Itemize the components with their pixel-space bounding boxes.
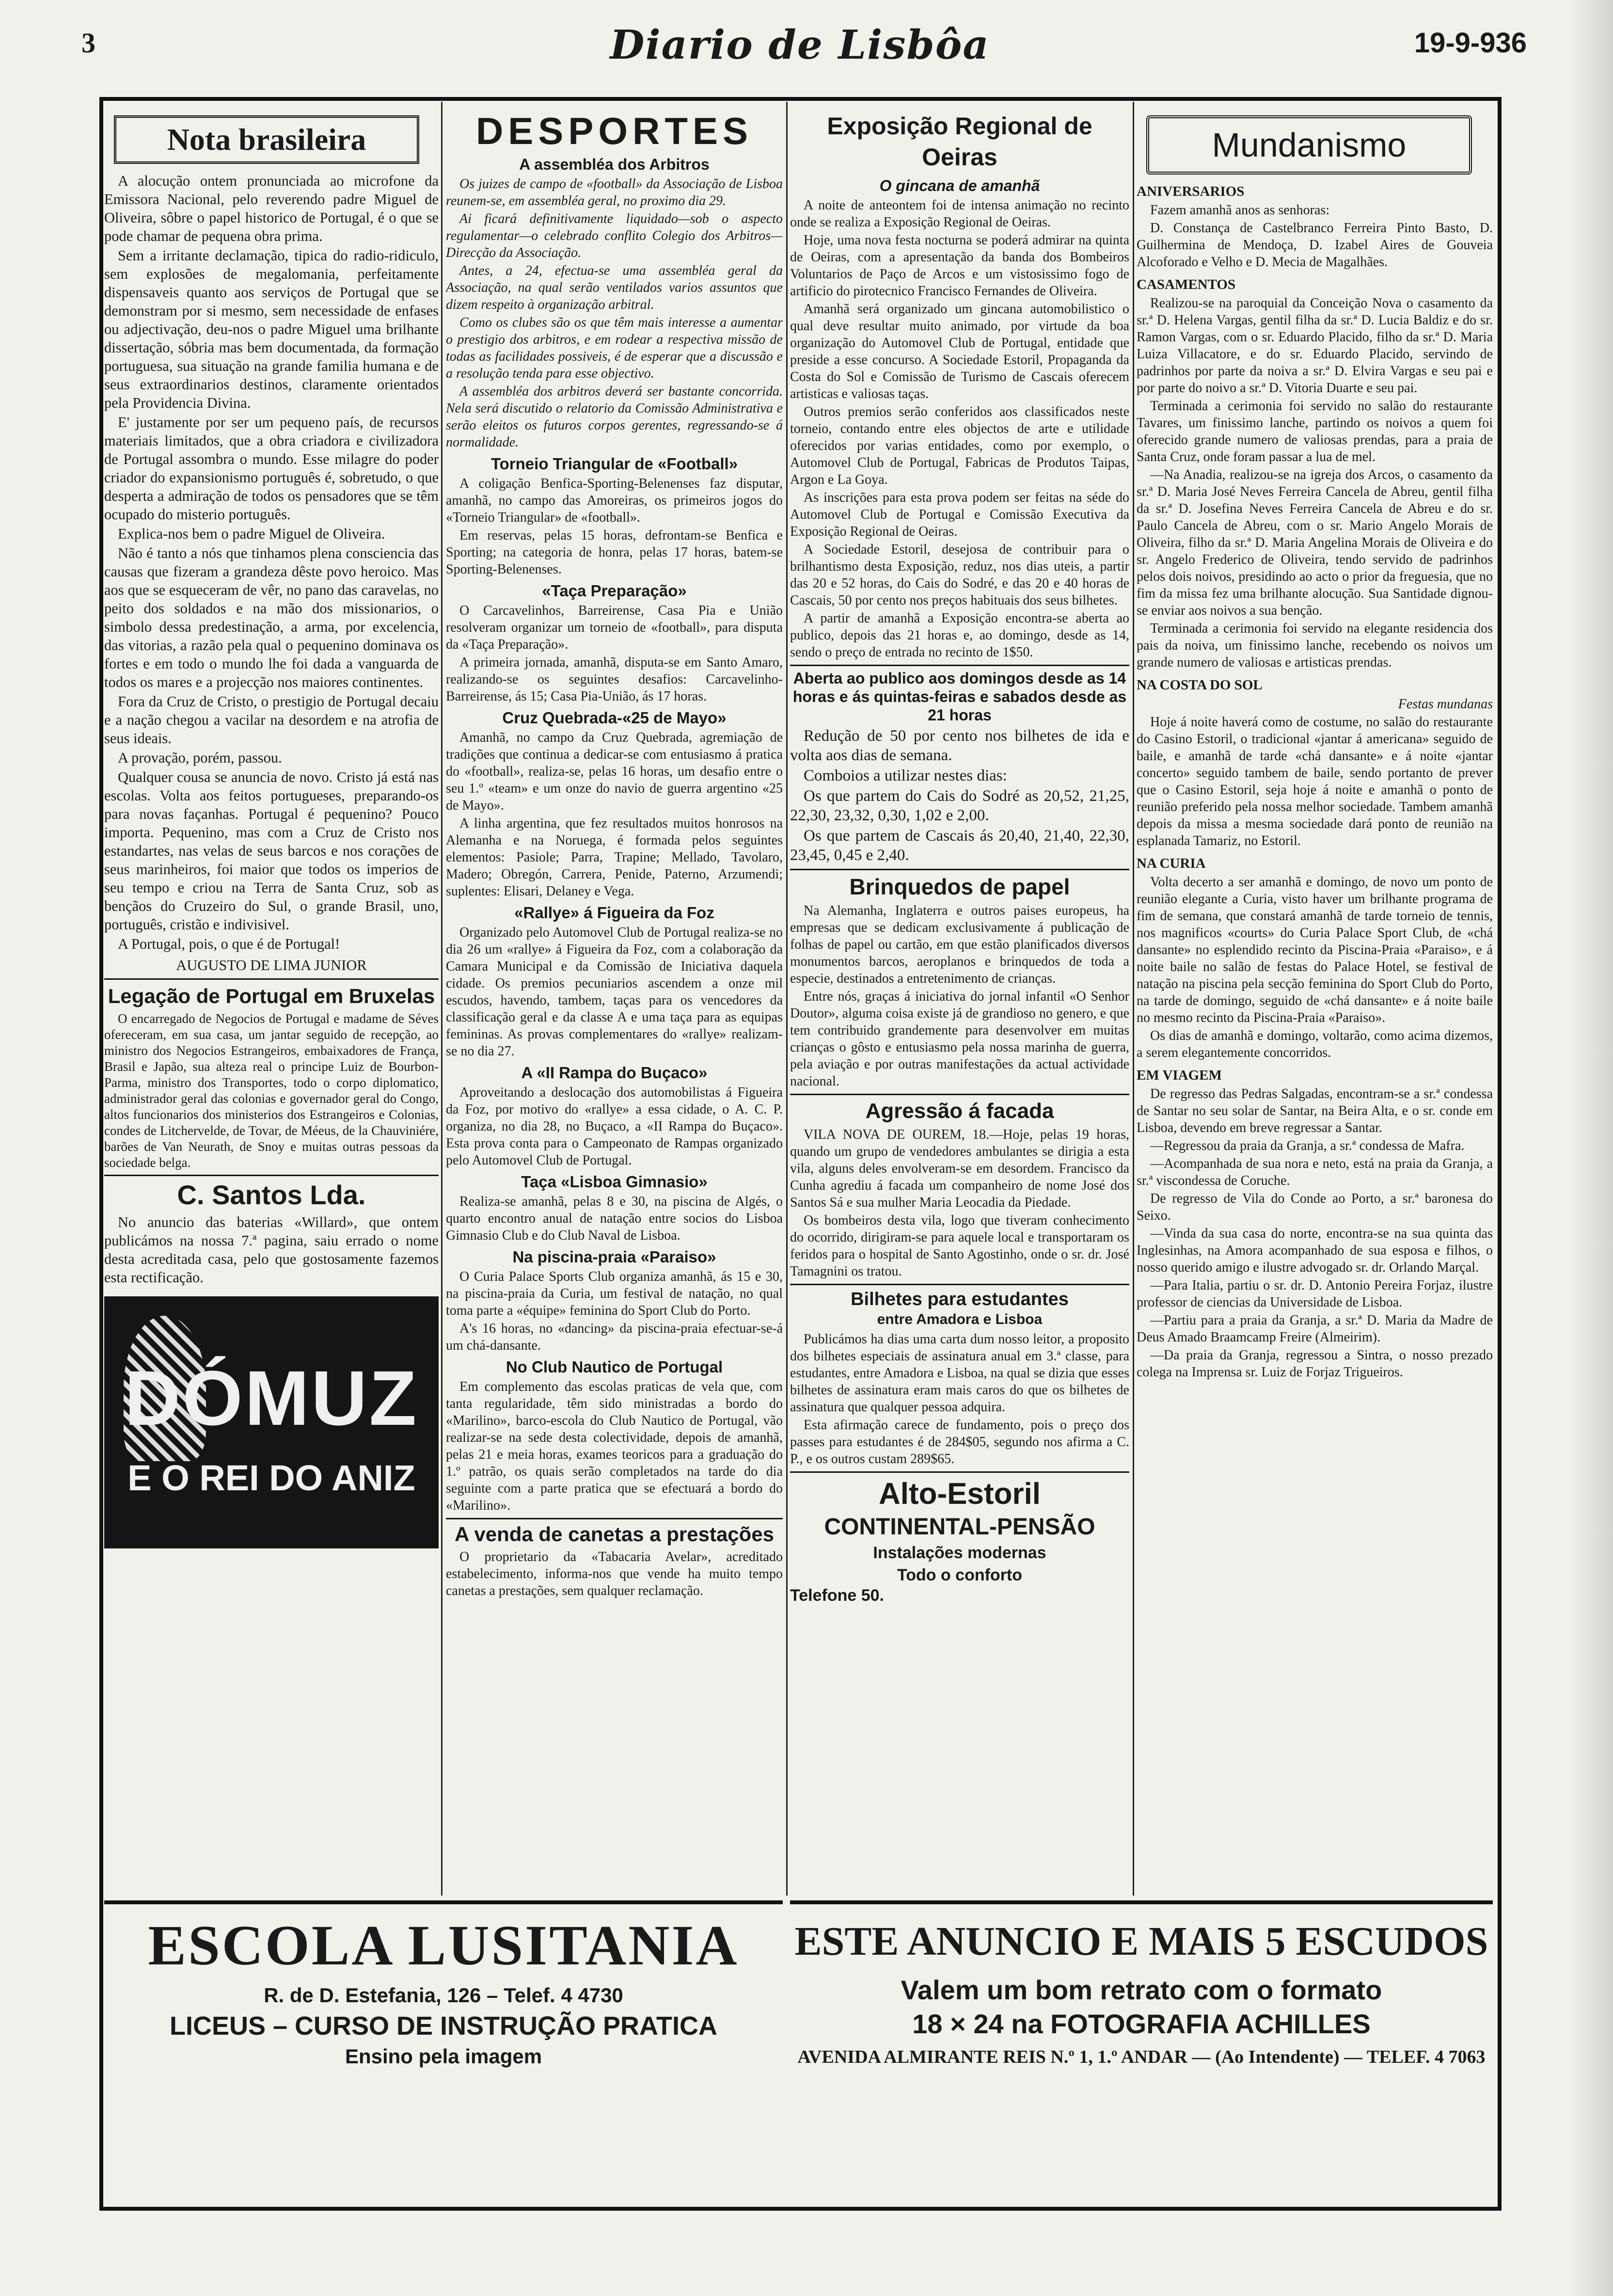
subheading: entre Amadora e Lisboa [877,1311,1043,1327]
paragraph: Os bombeiros desta vila, logo que tiveram conhecimento do ocorrido, dirigiram-se para aquele local e transportaram os feridos para o hospital de Santo Agostinho, onde o sr. dr. José Tamagnini os tratou. [790,1213,1129,1279]
ad-address: R. de D. Estefania, 126 – Telef. 4 4730 [264,1984,623,2007]
ad-address: AVENIDA ALMIRANTE REIS N.º 1, 1.º ANDAR — (Ao Intendente) — TELEF. 4 7063 [797,2047,1486,2067]
paragraph: De regresso de Vila do Conde ao Porto, a sr.ª baronesa do Seixo. [1137,1191,1493,1223]
ad-line: Instalações modernas [873,1544,1046,1562]
ad-title: ESTE ANUNCIO E MAIS 5 ESCUDOS [794,1919,1488,1964]
paragraph: —Na Anadia, realizou-se na igreja dos Arcos, o casamento da sr.ª D. Maria José Neves Ferreira Cancela de Abreu, gentil filha da sr.ª D. Josefina Neves Ferreira Cancela de Abreu e do sr. Paulo Cancela de Abreu, com o sr. Mario Angelo Morais de Oliveira, filho da sr.ª D. Maria Angelina Morais de Oliveira e do sr. Angelo Frederico de Oliveira, tendo servido de padrinhos pelos dois noivos, presidindo ao acto o prior da freguesia, que no fim da missa fez uma brilhante alocução. Sua Santidade dignou-se enviar aos noivos a sua benção. [1137,467,1493,618]
ad-line: Valem um bom retrato com o formato [901,1975,1382,2005]
masthead [73,22,1527,80]
paragraph: Como os clubes são os que têm mais interesse a aumentar o prestigio dos arbitros, e em rodear a respectiva missão de todas as facilidades possiveis, é de esperar que a discussão e a resolução tenda para esse objectivo. [446,315,783,381]
paragraph: —Para Italia, partiu o sr. dr. D. Antonio Pereira Forjaz, ilustre professor de ciencias da Universidade de Lisboa. [1137,1278,1493,1310]
bilhetes-heading: Bilhetes para estudantes [790,1284,1129,1310]
issue-date: 19-9-936 [1414,27,1527,59]
brinquedos-heading: Brinquedos de papel [790,869,1129,900]
horario-heading: Aberta ao publico aos domingos desde as 14 horas e ás quintas-feiras e sabados desde as 21 horas [790,665,1129,724]
section-label: EM VIAGEM [1137,1068,1222,1083]
paragraph: Não é tanto a nós que tinhamos plena consciencia das causas que fizeram a grandeza dêste povo heroico. Mas aos que se esqueceram de vêr, no pano das caravelas, no peito dos soldados e na mão dos missionarios, o simbolo dessa predestinação, a arma, por excelencia, das vitorias, a razão pela qual o pequenino dominava os fortes e em todo o mundo lhe foi dada a vanguarda de todos os mares e a projecção nos maiores continentes. [104,545,439,690]
paragraph: VILA NOVA DE OUREM, 18.—Hoje, pelas 19 horas, quando um grupo de vendedores ambulantes se dirigia a esta vila, alguns deles envolveram-se em desordem. Francisco da Cunha agrediu á facada um companheiro de nome José dos Santos Sá e sua mulher Maria Leocadia da Piedade. [790,1127,1129,1210]
c-santos-heading: C. Santos Lda. [104,1175,439,1211]
ad-title: Alto-Estoril [878,1477,1041,1511]
paragraph: A Sociedade Estoril, desejosa de contribuir para o brilhantismo desta Exposição, reduz, nos dias uteis, a partir das 20 e 52 horas, do Cais do Sodré, e das 20 e 40 horas de Cascais, 50 por cento nos preços habituais dos seus bilhetes. [790,542,1129,608]
section-label: NA COSTA DO SOL [1137,677,1263,693]
paragraph: Fora da Cruz de Cristo, o prestigio de Portugal decaiu e a nação chegou a vacilar na desordem e na atrofia de seus ideais. [104,693,439,747]
subheading: A «II Rampa do Buçaco» [521,1064,708,1082]
paragraph: —Da praia da Granja, regressou a Sintra, o nosso prezado colega na Imprensa sr. Luiz de Forjaz Trigueiros. [1137,1348,1493,1380]
legacao-heading: Legação de Portugal em Bruxelas [104,978,439,1009]
section-label: CASAMENTOS [1137,277,1236,292]
paragraph: As inscrições para esta prova podem ser feitas na séde do Automovel Club de Portugal e Comissão Executiva da Exposição Regional de Oeiras. [790,490,1129,539]
column-desportes [446,111,783,1696]
exposicao-heading: Exposição Regional de Oeiras [827,112,1092,171]
subheading: O gincana de amanhã [879,177,1040,194]
paragraph: Publicámos ha dias uma carta dum nosso leitor, a proposito dos bilhetes especiais de assinatura anual em 3.ª classe, para estudantes, entre Amadora e Lisboa, na qual se dizia que esses bilhetes de assinatura eram mais caros do que os bilhetes de assinatura que qualquer pessoa adquira. [790,1332,1129,1415]
paragraph: —Vinda da sua casa do norte, encontra-se na sua quinta das Inglesinhas, na Amora acompanhado de sua esposa e filhos, o nosso querido amigo e ilustre advogado sr. dr. Orlando Marçal. [1137,1226,1493,1275]
paragraph: Antes, a 24, efectua-se uma assembléa geral da Associação, na qual serão ventilados varios assuntos que dizem respeito à organização arbitral. [446,263,783,312]
newspaper-title: Diario de Lisbôa [610,22,990,68]
paragraph: Qualquer cousa se anuncia de novo. Cristo já está nas escolas. Volta aos feitos portugueses, preparando-os para novas façanhas. Portugal é pequenino? Pouco importa. Pequenino, mas com a Cruz de Cristo nos estandartes, nas velas de seus barcos e nos corações de seus marinheiros, foi maior que todos os imperios de seu tempo e criou na Terra de Santa Cruz, sob as bençãos do Cruzeiro do Sul, o grande Brasil, uno, português, cristão e indivisivel. [104,769,439,933]
ad-phone: Telefone 50. [790,1586,884,1605]
paragraph: Organizado pelo Automovel Club de Portugal realiza-se no dia 26 um «rallye» á Figueira da Foz, com a colaboração da Camara Municipal e da Comissão de Iniciativa daquela cidade. Os premios pecuniarios ascendem a onze mil escudos, havendo, tambem, taças para os vencedores da classificação geral e da classe A e uma taça para as equipas femininas. As provas complementares do «rallye» realizam-se no dia 27. [446,925,783,1059]
paragraph: Terminada a cerimonia foi servido na elegante residencia dos pais da noiva, um finissimo lanche, recebendo os noivos um grande numero de valiosas e artisticas prendas. [1137,621,1493,670]
subheading: Na piscina-praia «Paraiso» [512,1248,716,1266]
subheading: A assembléa dos Arbitros [519,156,710,173]
paragraph: A's 16 horas, no «dancing» da piscina-praia efectuar-se-á um chá-dansante. [446,1321,783,1353]
page-number: 3 [81,27,95,59]
paragraph: A linha argentina, que fez resultados muitos honrosos na Alemanha e na Noruega, é formada pelos seguintes elementos: Pasiole; Parra, Trapine; Mellado, Tavolaro, Madero; Obregón, Carrera, Penide, Paterno, Arzumendi; suplentes: Elisari, Delaney e Vega. [446,816,783,899]
paragraph: Os que partem do Cais do Sodré as 20,52, 21,25, 22,30, 23,32, 0,30, 1,02 e 2,00. [790,787,1129,824]
fotografia-achilles-advertisement [790,1900,1493,2195]
scan-edge-shadow [1569,0,1613,2296]
paragraph: —Regressou da praia da Granja, a sr.ª condessa de Mafra. [1150,1138,1465,1153]
paragraph: Hoje á noite haverá como de costume, no salão do restaurante do Casino Estoril, o tradicional «jantar á americana» seguido de baile, e amanhã de tarde «chá dansante» e á noite «jantar concerto» seguido tambem de baile, sendo portanto de prever que o Casino Estoril, seja hoje á noite e amanhã o ponto de reunião preferido pela nossa melhor sociedade. Tambem amanhã depois da missa a mesma sociedade dará ponto de reunião na esplanada Tamariz, no Estoril. [1137,715,1493,848]
paragraph: Outros premios serão conferidos aos classificados neste torneio, contando entre eles objectos de arte e utilidade oferecidos por varias entidades, como por exemplo, o Automovel Club de Portugal, Fabricas de Produtos Taipas, Argon e La Goya. [790,404,1129,487]
ad-line: 18 × 24 na FOTOGRAFIA ACHILLES [912,2009,1371,2039]
column-rule [1133,102,1134,1896]
paragraph: Explica-nos bem o padre Miguel de Oliveira. [118,526,385,542]
subheading: No Club Nautico de Portugal [506,1358,723,1376]
section-label: ANIVERSARIOS [1137,184,1245,199]
paragraph: De regresso das Pedras Salgadas, encontram-se a sr.ª condessa de Santar no seu solar de Santar, na Beira Alta, e o sr. conde em Lisboa, devendo em breve regressar a Santar. [1137,1086,1493,1135]
column-rule [786,102,788,1896]
subheading: Torneio Triangular de «Football» [490,455,738,473]
ad-tagline: Ensino pela imagem [345,2045,542,2068]
paragraph: O Curia Palace Sports Club organiza amanhã, ás 15 e 30, na piscina-praia da Curia, um festival de natação, no qual toma parte a «équipe» feminina do Sport Club do Porto. [446,1269,783,1318]
paragraph: A coligação Benfica-Sporting-Belenenses faz disputar, amanhã, no campo das Amoreiras, os primeiros jogos do «Torneio Triangular» de «football». [446,476,783,525]
paragraph: Aproveitando a deslocação dos automobilistas á Figueira da Foz, por motivo do «rallye» a essa cidade, o A. C. P. organiza, no dia 28, no Buçaco, a «II Rampa do Buçaco». Esta prova conta para o Campeonato de Rampas organizado pelo Automovel Club de Portugal. [446,1085,783,1168]
column-rule [441,102,443,1896]
paragraph: O encarregado de Negocios de Portugal e madame de Séves ofereceram, em sua casa, um jantar seguido de recepção, ao ministro dos Negocios Estrangeiros, embaixadores de França, Brasil e Japão, sua alteza real o principe Luiz de Bourbon-Parma, ministro dos Transportes, todo o corpo diplomatico, administrador geral das colonias e governador geral do Congo, altos funcionarios dos ministerios dos Estrangeiros e Colonias, condes de Litchervelde, de Tovar, de Méeus, de la Chauviniére, barões de Van Neurath, de Snoy e muitas outras pessoas da sociedade belga. [104,1011,439,1170]
paragraph: No anuncio das baterias «Willard», que ontem publicámos na nossa 7.ª pagina, saiu errado o nome desta acreditada casa, pelo que gostosamente fazemos esta rectificação. [104,1214,439,1286]
domuz-slogan: E O REI DO ANIZ [127,1458,415,1498]
paragraph: Terminada a cerimonia foi servido no salão do restaurante Tavares, um finissimo lanche, partindo os noivos a quem foi oferecido grande numero de valiosas prendas, para a praia de Santa Cruz, onde foram passar a lua de mel. [1137,399,1493,464]
paragraph: A primeira jornada, amanhã, disputa-se em Santo Amaro, realizando-se os seguintes desafios: Carcavelinho-Barreirense, ás 15; Casa Pia-União, ás 17 horas. [446,655,783,704]
paragraph: Os que partem de Cascais ás 20,40, 21,40, 22,30, 23,45, 0,45 e 2,40. [790,827,1129,864]
domuz-advertisement [104,1296,439,1548]
paragraph: O Carcavelinhos, Barreirense, Casa Pia e União resolveram organizar um torneio de «football», para disputa da «Taça Preparação». [446,603,783,652]
paragraph: A partir de amanhã a Exposição encontra-se aberta ao publico, depois das 21 horas e, ao domingo, desde as 14, sendo o preço de entrada no recinto de 1$50. [790,611,1129,660]
paragraph: A alocução ontem pronunciada ao microfone da Emissora Nacional, pelo reverendo padre Miguel de Oliveira, sôbre o papel historico de Portugal, é o que se pode chamar de pequena obra prima. [104,173,439,244]
paragraph: —Partiu para a praia da Granja, a sr.ª D. Maria da Madre de Deus Amado Braamcamp Freire (Almeirim). [1137,1313,1493,1345]
paragraph: Volta decerto a ser amanhã e domingo, de novo um ponto de reunião elegante a Curia, visto haver um brilhante programa de fim de semana, que constará amanhã de tarde torneio de tennis, nos magnificos «courts» do Curia Palace Sport Club, de «chá dansante» no esplendido recinto da Piscina-Praia «Paraiso», e á noite baile no salão de festas do Palace Hotel, se festival de natação na piscina pela secção feminina do Sport Club do Porto, na tarde de domingo, seguido de «chá dansante» e á noite baile no mesmo recinto da Piscina-Praia «Paraiso». [1137,875,1493,1025]
paragraph: Os dias de amanhã e domingo, voltarão, como acima dizemos, a serem elegantemente concorridos. [1137,1028,1493,1060]
signature: AUGUSTO DE LIMA JUNIOR [176,957,367,973]
paragraph: Em reservas, pelas 15 horas, defrontam-se Benfica e Sporting; na categoria de honra, pelas 17 horas, batem-se Sporting-Belenenses. [446,528,783,577]
domuz-brand: DÓMUZ [124,1355,419,1441]
ad-title: ESCOLA LUSITANIA [148,1913,739,1977]
paragraph: A assembléa dos arbitros deverá ser bastante concorrida. Nela será discutido o relatorio da Comissão Administrativa e serão eleitos os futuros corpos gerentes, regressando-se á normalidade. [446,384,783,450]
paragraph: Entre nós, graças á iniciativa do jornal infantil «O Senhor Doutor», alguma coisa existe já de grandioso no genero, e que tem contribuido grandemente para desenvolver em muitas crianças o gôsto e entusiasmo pela nossa marinha de guerra, pela aviação e por outras manifestações da actual actividade nacional. [790,989,1129,1089]
paragraph: Amanhã será organizado um gincana automobilistico o qual deve resultar muito animado, por virtude da boa organização do Automovel Club de Portugal, entidade que preside a esse concurso. A Sociedade Estoril, Propaganda da Costa do Sol e Comissão de Turismo de Cascais oferecem artisticas e valiosas taças. [790,302,1129,401]
paragraph: Esta afirmação carece de fundamento, pois o preço dos passes para estudantes é de 284$05, segundo nos afirma a C. P., e os outros custam 289$65. [790,1418,1129,1467]
desportes-heading: DESPORTES [475,111,753,152]
column-nota-brasileira [104,111,439,1701]
paragraph: Em complemento das escolas praticas de vela que, com tanta regularidade, têm sido ministradas a bordo do «Marilino», barco-escola do Club Nautico de Portugal, vão realizar-se na sede desta colectividade, depois de amanhã, pelas 21 e meia horas, exames teoricos para a graduação do 1.º patrão, os quais serão completados na tarde do dia seguinte com a parte pratica que se efectuará a bordo do «Marilino». [446,1379,783,1513]
paragraph: —Acompanhada de sua nora e neto, está na praia da Granja, a sr.ª viscondessa de Coruche. [1137,1156,1493,1188]
subheading: Cruz Quebrada-«25 de Mayo» [502,709,727,727]
section-label: NA CURIA [1137,856,1206,871]
paragraph: E' justamente por ser um pequeno país, de recursos materiais limitados, que a obra criadora e civilizadora de Portugal assombra o mundo. Esse milagre do poder criador do expansionismo português é, sobretudo, o que desperta a admiração de todos os pensadores que se têm ocupado do misterio português. [104,414,439,523]
section-sublabel: Festas mundanas [1398,697,1493,712]
paragraph: Amanhã, no campo da Cruz Quebrada, agremiação de tradições que continua a dedicar-se com entusiasmo á pratica do «football», realiza-se, pelas 16 horas, um desafio entre o seu 1.º «team» e um onze do navio de guerra argentino «25 de Mayo». [446,730,783,813]
paragraph: A noite de anteontem foi de intensa animação no recinto onde se realiza a Exposição Regional de Oeiras. [790,198,1129,230]
paragraph: Na Alemanha, Inglaterra e outros paises europeus, ha empresas que se dedicam exclusivamente á publicação de folhas de papel ou cartão, em que estão planificados diversos monumentos barcos, aeroplanos e brinquedos de toda a especie, destinados a entretenimento de crianças. [790,903,1129,986]
mundanismo-heading: Mundanismo [1146,115,1472,175]
ad-course: LICEUS – CURSO DE INSTRUÇÃO PRATICA [169,2011,718,2041]
paragraph: Redução de 50 por cento nos bilhetes de ida e volta aos dias de semana. [790,727,1129,764]
subheading: Taça «Lisboa Gimnasio» [521,1173,708,1191]
alto-estoril-advertisement [790,1471,1129,1606]
paragraph: Fazem amanhã anos as senhoras: [1150,203,1330,218]
paragraph: Realiza-se amanhã, pelas 8 e 30, na piscina de Algés, o quarto encontro anual de natação entre socios do Lisboa Gimnasio Club e do Club Naval de Lisboa. [446,1194,783,1243]
subheading: «Taça Preparação» [542,582,687,600]
paragraph: Sem a irritante declamação, tipica do radio-ridiculo, sem explosões de megalomania, perfeitamente dispensaveis quanto aos serviços de Portugal que se demonstram por si mesmo, sem necessidade de enfases ou adjectivação, deu-nos o padre Miguel uma brilhante dissertação, sóbria mas bem documentada, da formação portuguesa, sua situação na grande familia humana e de seus extraordinarios destinos, claramente orientados pela Providencia Divina. [104,247,439,411]
canetas-heading: A venda de canetas a prestações [446,1518,783,1547]
agressao-heading: Agressão á facada [790,1094,1129,1124]
column-exposicao-oeiras [790,111,1129,1672]
paragraph: Comboios a utilizar nestes dias: [804,767,1007,784]
paragraph: Hoje, uma nova festa nocturna se poderá admirar na quinta de Oeiras, com a apresentação da banda dos Bombeiros Voluntarios de Paço de Arcos e um vistosissimo fogo de artificio do pirotecnico Francisco Fernandes de Oliveira. [790,233,1129,299]
ad-line: Todo o conforto [897,1566,1023,1584]
escola-lusitania-advertisement [104,1900,783,2195]
nota-brasileira-heading: Nota brasileira [114,115,419,164]
ad-subtitle: CONTINENTAL-PENSÃO [824,1514,1095,1540]
paragraph: O proprietario da «Tabacaria Avelar», acreditado estabelecimento, informa-nos que vende ha muito tempo canetas a prestações, sem qualquer reclamação. [446,1549,783,1598]
paragraph: Ai ficará definitivamente liquidado—sob o aspecto regulamentar—o celebrado conflito Colegio dos Arbitros—Direcção da Associação. [446,211,783,260]
paragraph: D. Constança de Castelbranco Ferreira Pinto Basto, D. Guilhermina de Mendoça, D. Izabel Aires de Gouveia Alcoforado e Velho e D. Mecia de Magalhães. [1137,221,1493,270]
paragraph: Realizou-se na paroquial da Conceição Nova o casamento da sr.ª D. Helena Vargas, gentil filha da sr.ª D. Lucia Baldiz e do sr. Ramon Vargas, com o sr. Eduardo Placido, filho da sr.ª D. Maria Luiza Villacatore, e do sr. Eduardo Placido, servindo de padrinhos por parte da noiva a sr.ª D. Elvira Vargas e seu pai e por parte do noivo a sr.ª D. Vitoria Duarte e seu pai. [1137,296,1493,396]
paragraph: A Portugal, pois, o que é de Portugal! [118,936,340,952]
column-mundanismo [1137,111,1493,2050]
paragraph: A provação, porém, passou. [118,749,282,766]
subheading: «Rallye» á Figueira da Foz [514,904,714,922]
paragraph: Os juizes de campo de «football» da Associação de Lisboa reunem-se, em assembléa geral, no proximo dia 29. [446,176,783,208]
